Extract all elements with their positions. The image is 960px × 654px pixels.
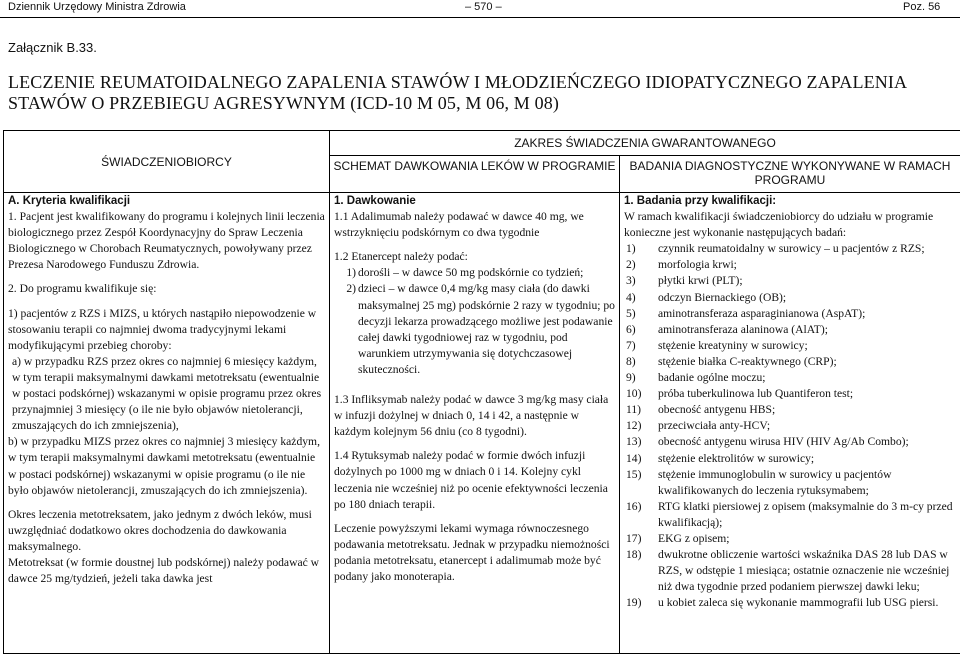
journal-name: Dziennik Urzędowy Ministra Zdrowia [8, 1, 186, 13]
list-item: 1) czynnik reumatoidalny w surowicy – u pacjentów z RZS; [624, 241, 956, 257]
header-beneficiaries-text: ŚWIADCZENIOBIORCY [101, 155, 232, 169]
list-item: 16) RTG klatki piersiowej z opisem (maksymalnie do 3 m-cy przed kwalifikacją); [624, 499, 956, 531]
diagnostics-heading: 1. Badania przy kwalifikacji: [624, 193, 956, 209]
position-number: Poz. 56 [903, 1, 940, 13]
dosing-methotrexate-note: Leczenie powyższymi lekami wymaga równoczesnego podawania metotreksatu. Jednak w przypadku niemożności podania metotreksatu, etanercept i adalimumab może być podany jako monoterapia. [334, 521, 615, 585]
page-number: – 570 – [465, 1, 502, 13]
dosing-infliximab: 1.3 Infliksymab należy podać w dawce 3 mg/kg masy ciała w infuzji dożylnej w dniach 0, 14 i 42, a następnie w każdym kolejnym 56 dniu (co 8 tygodni). [334, 392, 615, 440]
dosing-adalimumab: 1.1 Adalimumab należy podawać w dawce 40 mg, we wstrzyknięciu podskórnym co dwa tygodnie [334, 209, 615, 241]
qualification-paragraph-3: 1) pacjentów z RZS i MIZS, u których nastąpiło niepowodzenie w stosowaniu terapii co najmniej dwoma tradycyjnymi lekami modyfikującymi przebieg choroby: [8, 306, 325, 354]
list-item: 2) dzieci – w dawce 0,4 mg/kg masy ciała (do dawki maksymalnej 25 mg) podskórnie 2 razy w tygodniu; po decyzji lekarza prowadzącego możliwe jest podawanie całej dawki tygodniowej raz w tygodniu, pod warunkiem utrzymywania się dotychczasowej skuteczności. [334, 281, 615, 378]
list-item: 8) stężenie białka C-reaktywnego (CRP); [624, 354, 956, 370]
list-item: 9) badanie ogólne moczu; [624, 370, 956, 386]
diagnostics-intro: W ramach kwalifikacji świadczeniobiorcy do udziału w programie konieczne jest wykonanie następujących badań: [624, 209, 956, 241]
header-dosing-scheme-text: SCHEMAT DAWKOWANIA LEKÓW W PROGRAMIE [333, 159, 615, 173]
list-item: 5) aminotransferaza asparaginianowa (AspAT); [624, 306, 956, 322]
header-beneficiaries [4, 131, 330, 193]
list-item: 2) morfologia krwi; [624, 257, 956, 273]
list-item: 3) płytki krwi (PLT); [624, 273, 956, 289]
qualification-paragraph-4: Okres leczenia metotreksatem, jako jednym z dwóch leków, musi uwzględniać dodatkowo okres dochodzenia do dawkowania maksymalnego. [8, 507, 325, 555]
column-diagnostics [620, 193, 960, 654]
list-item: 17) EKG z opisem; [624, 531, 956, 547]
dosing-rituximab: 1.4 Rytuksymab należy podać w formie dwóch infuzji dożylnych po 1000 mg w dniach 0 i 14. Kolejny cykl leczenia nie wcześniej niż po ocenie efektywności leczenia po 180 dniach terapii. [334, 448, 615, 512]
program-table [3, 130, 960, 654]
list-item: 6) aminotransferaza alaninowa (AlAT); [624, 322, 956, 338]
list-item: 13) obecność antygenu wirusa HIV (HIV Ag/Ab Combo); [624, 434, 956, 450]
list-item: 14) stężenie elektrolitów w surowicy; [624, 451, 956, 467]
list-item: 4) odczyn Biernackiego (OB); [624, 290, 956, 306]
dosing-heading: 1. Dawkowanie [334, 193, 615, 209]
header-dosing-scheme [330, 156, 620, 193]
qualification-paragraph-1: 1. Pacjent jest kwalifikowany do programu i kolejnych linii leczenia biologicznego przez Zespół Koordynacyjny do Spraw Leczenia Biologicznego w Chorobach Reumatycznych, powoływany przez Prezesa Narodowego Funduszu Zdrowia. [8, 209, 325, 273]
list-item: 19) u kobiet zaleca się wykonanie mammografii lub USG piersi. [624, 595, 956, 611]
document-title: LECZENIE REUMATOIDALNEGO ZAPALENIA STAWÓW I MŁODZIEŃCZEGO IDIOPATYCZNEGO ZAPALENIA STAWÓW O PRZEBIEGU AGRESYWNYM (ICD-10 M 05, M 06, M 08) [8, 72, 958, 114]
header-diagnostic-tests-text: BADANIA DIAGNOSTYCZNE WYKONYWANE W RAMACH PROGRAMU [630, 159, 951, 187]
qualification-paragraph-5: Metotreksat (w formie doustnej lub podskórnej) należy podawać w dawce 25 mg/tydzień, jeżeli taka dawka jest [8, 555, 325, 587]
etanercept-list [334, 265, 615, 378]
column-dosing [330, 193, 620, 654]
header-guaranteed-scope-text: ZAKRES ŚWIADCZENIA GWARANTOWANEGO [514, 136, 776, 150]
qualification-item-b: b) w przypadku MIZS przez okres co najmniej 3 miesięcy każdym, w tym terapii maksymalnymi dawkami metotreksatu (ewentualnie w postaci podskórnej) wskazanymi w opisie programu (o ile nie było objawów nietolerancji, zmuszających do ich zmniejszenia). [8, 434, 325, 498]
qualification-heading: A. Kryteria kwalifikacji [8, 193, 325, 209]
page-header [0, 0, 960, 18]
dosing-etanercept: 1.2 Etanercept należy podać: [334, 249, 615, 265]
qualification-item-a: a) w przypadku RZS przez okres co najmniej 6 miesięcy każdym, w tym terapii maksymalnymi dawkami metotreksatu (ewentualnie w postaci podskórnej) wskazanymi w opisie programu przez okres przynajmniej 3 miesięcy (o ile nie było objawów nietolerancji, zmuszających do ich zmniejszenia), [8, 354, 325, 434]
annex-label: Załącznik B.33. [8, 40, 97, 55]
list-item: 1) dorośli – w dawce 50 mg podskórnie co tydzień; [334, 265, 615, 281]
header-diagnostic-tests [620, 156, 960, 193]
list-item: 15) stężenie immunoglobulin w surowicy u pacjentów kwalifikowanych do leczenia rytuksymabem; [624, 467, 956, 499]
list-item: 12) przeciwciała anty-HCV; [624, 418, 956, 434]
column-beneficiaries [4, 193, 330, 654]
list-item: 11) obecność antygenu HBS; [624, 402, 956, 418]
header-guaranteed-scope [330, 131, 960, 156]
list-item: 10) próba tuberkulinowa lub Quantiferon test; [624, 386, 956, 402]
diagnostics-list [624, 241, 956, 611]
list-item: 7) stężenie kreatyniny w surowicy; [624, 338, 956, 354]
list-item: 18) dwukrotne obliczenie wartości wskaźnika DAS 28 lub DAS w RZS, w odstępie 1 miesiąca; ostatnie oznaczenie nie wcześniej niż dwa tygodnie przed podaniem pierwszej dawki leku; [624, 547, 956, 595]
qualification-paragraph-2: 2. Do programu kwalifikuje się: [8, 281, 325, 297]
